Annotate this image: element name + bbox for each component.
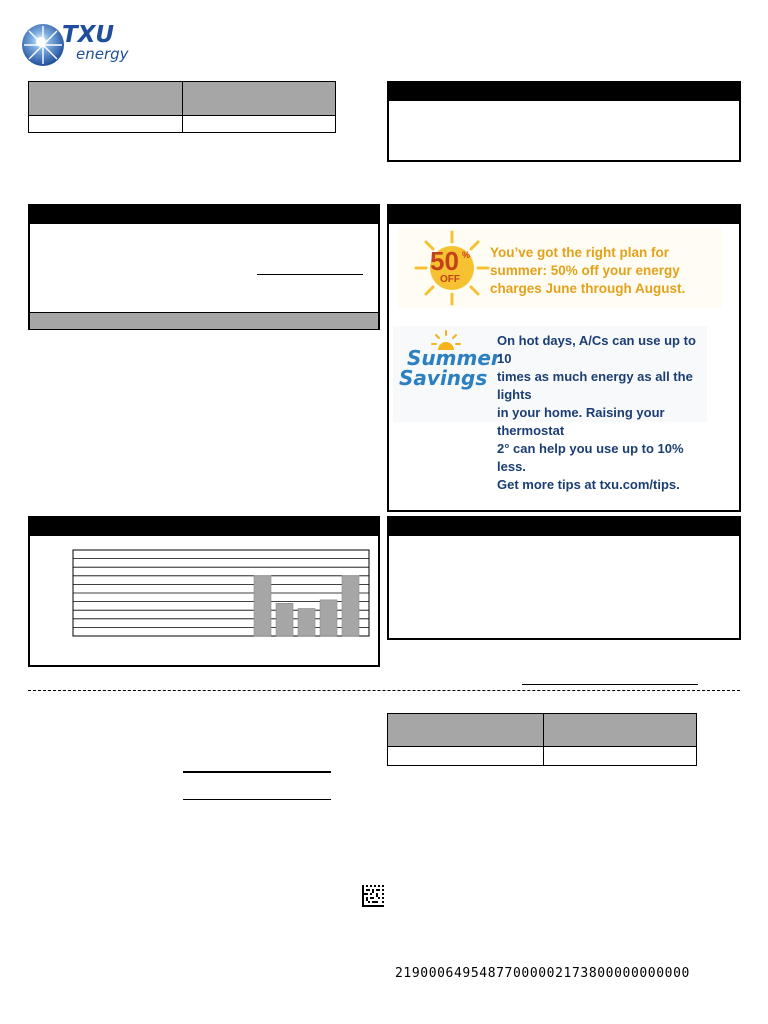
usage-bar-chart xyxy=(72,548,370,638)
tip-line: in your home. Raising your thermostat xyxy=(497,405,665,438)
stub-table xyxy=(387,713,697,766)
chart-bar xyxy=(342,576,359,636)
amount-line xyxy=(522,684,698,685)
promo-line: charges June through August. xyxy=(490,281,686,296)
promo-badge-number: 50 xyxy=(430,246,459,276)
tip-line: 2° can help you use up to 10% less. xyxy=(497,441,684,474)
panel-header xyxy=(30,518,378,536)
top-right-panel xyxy=(387,81,741,162)
signature-line xyxy=(257,274,363,275)
chart-bar xyxy=(254,576,271,636)
promo-summer-savings xyxy=(393,326,707,492)
scan-line-code: 21900064954877000002173800000000000 xyxy=(395,966,690,981)
summary-panel xyxy=(28,204,380,330)
energy-tip-text xyxy=(497,332,707,494)
panel-footer-bar xyxy=(30,312,378,329)
savings-word: Savings xyxy=(399,366,488,390)
chart-bar xyxy=(320,600,337,636)
txu-logo xyxy=(20,20,129,68)
promo-line: summer: 50% off your energy xyxy=(490,263,680,278)
summer-word: Summer xyxy=(407,346,501,370)
promo-50-off xyxy=(398,228,722,308)
logo-wordmark: TXU xyxy=(62,22,115,48)
usage-chart-panel xyxy=(28,516,380,667)
panel-header xyxy=(389,206,739,224)
chart-bar xyxy=(276,603,293,636)
tip-line: On hot days, A/Cs can use up to 10 xyxy=(497,333,696,366)
promo-line: You’ve got the right plan for xyxy=(490,245,669,260)
stub-line-1 xyxy=(183,771,331,773)
tip-line: times as much energy as all the lights xyxy=(497,369,693,402)
stub-line-2 xyxy=(183,799,331,800)
top-left-table xyxy=(28,81,336,133)
tear-off-line xyxy=(28,690,740,691)
promo-panel xyxy=(387,204,741,512)
messages-panel xyxy=(387,516,741,640)
panel-header xyxy=(389,83,739,101)
table-header-cell xyxy=(544,714,696,746)
table-header-cell xyxy=(183,82,335,115)
table-header-cell xyxy=(29,82,182,115)
table-header-cell xyxy=(388,714,543,746)
starburst-icon xyxy=(20,22,66,68)
promo-offer-text xyxy=(490,244,722,298)
panel-header xyxy=(30,206,378,224)
promo-badge-off: OFF xyxy=(440,274,460,285)
logo-subtitle: energy xyxy=(76,45,129,63)
datamatrix-barcode xyxy=(362,885,384,907)
panel-header xyxy=(389,518,739,536)
promo-badge-percent: % xyxy=(462,250,471,260)
chart-bar xyxy=(298,608,315,636)
tip-line: Get more tips at txu.com/tips. xyxy=(497,477,680,492)
